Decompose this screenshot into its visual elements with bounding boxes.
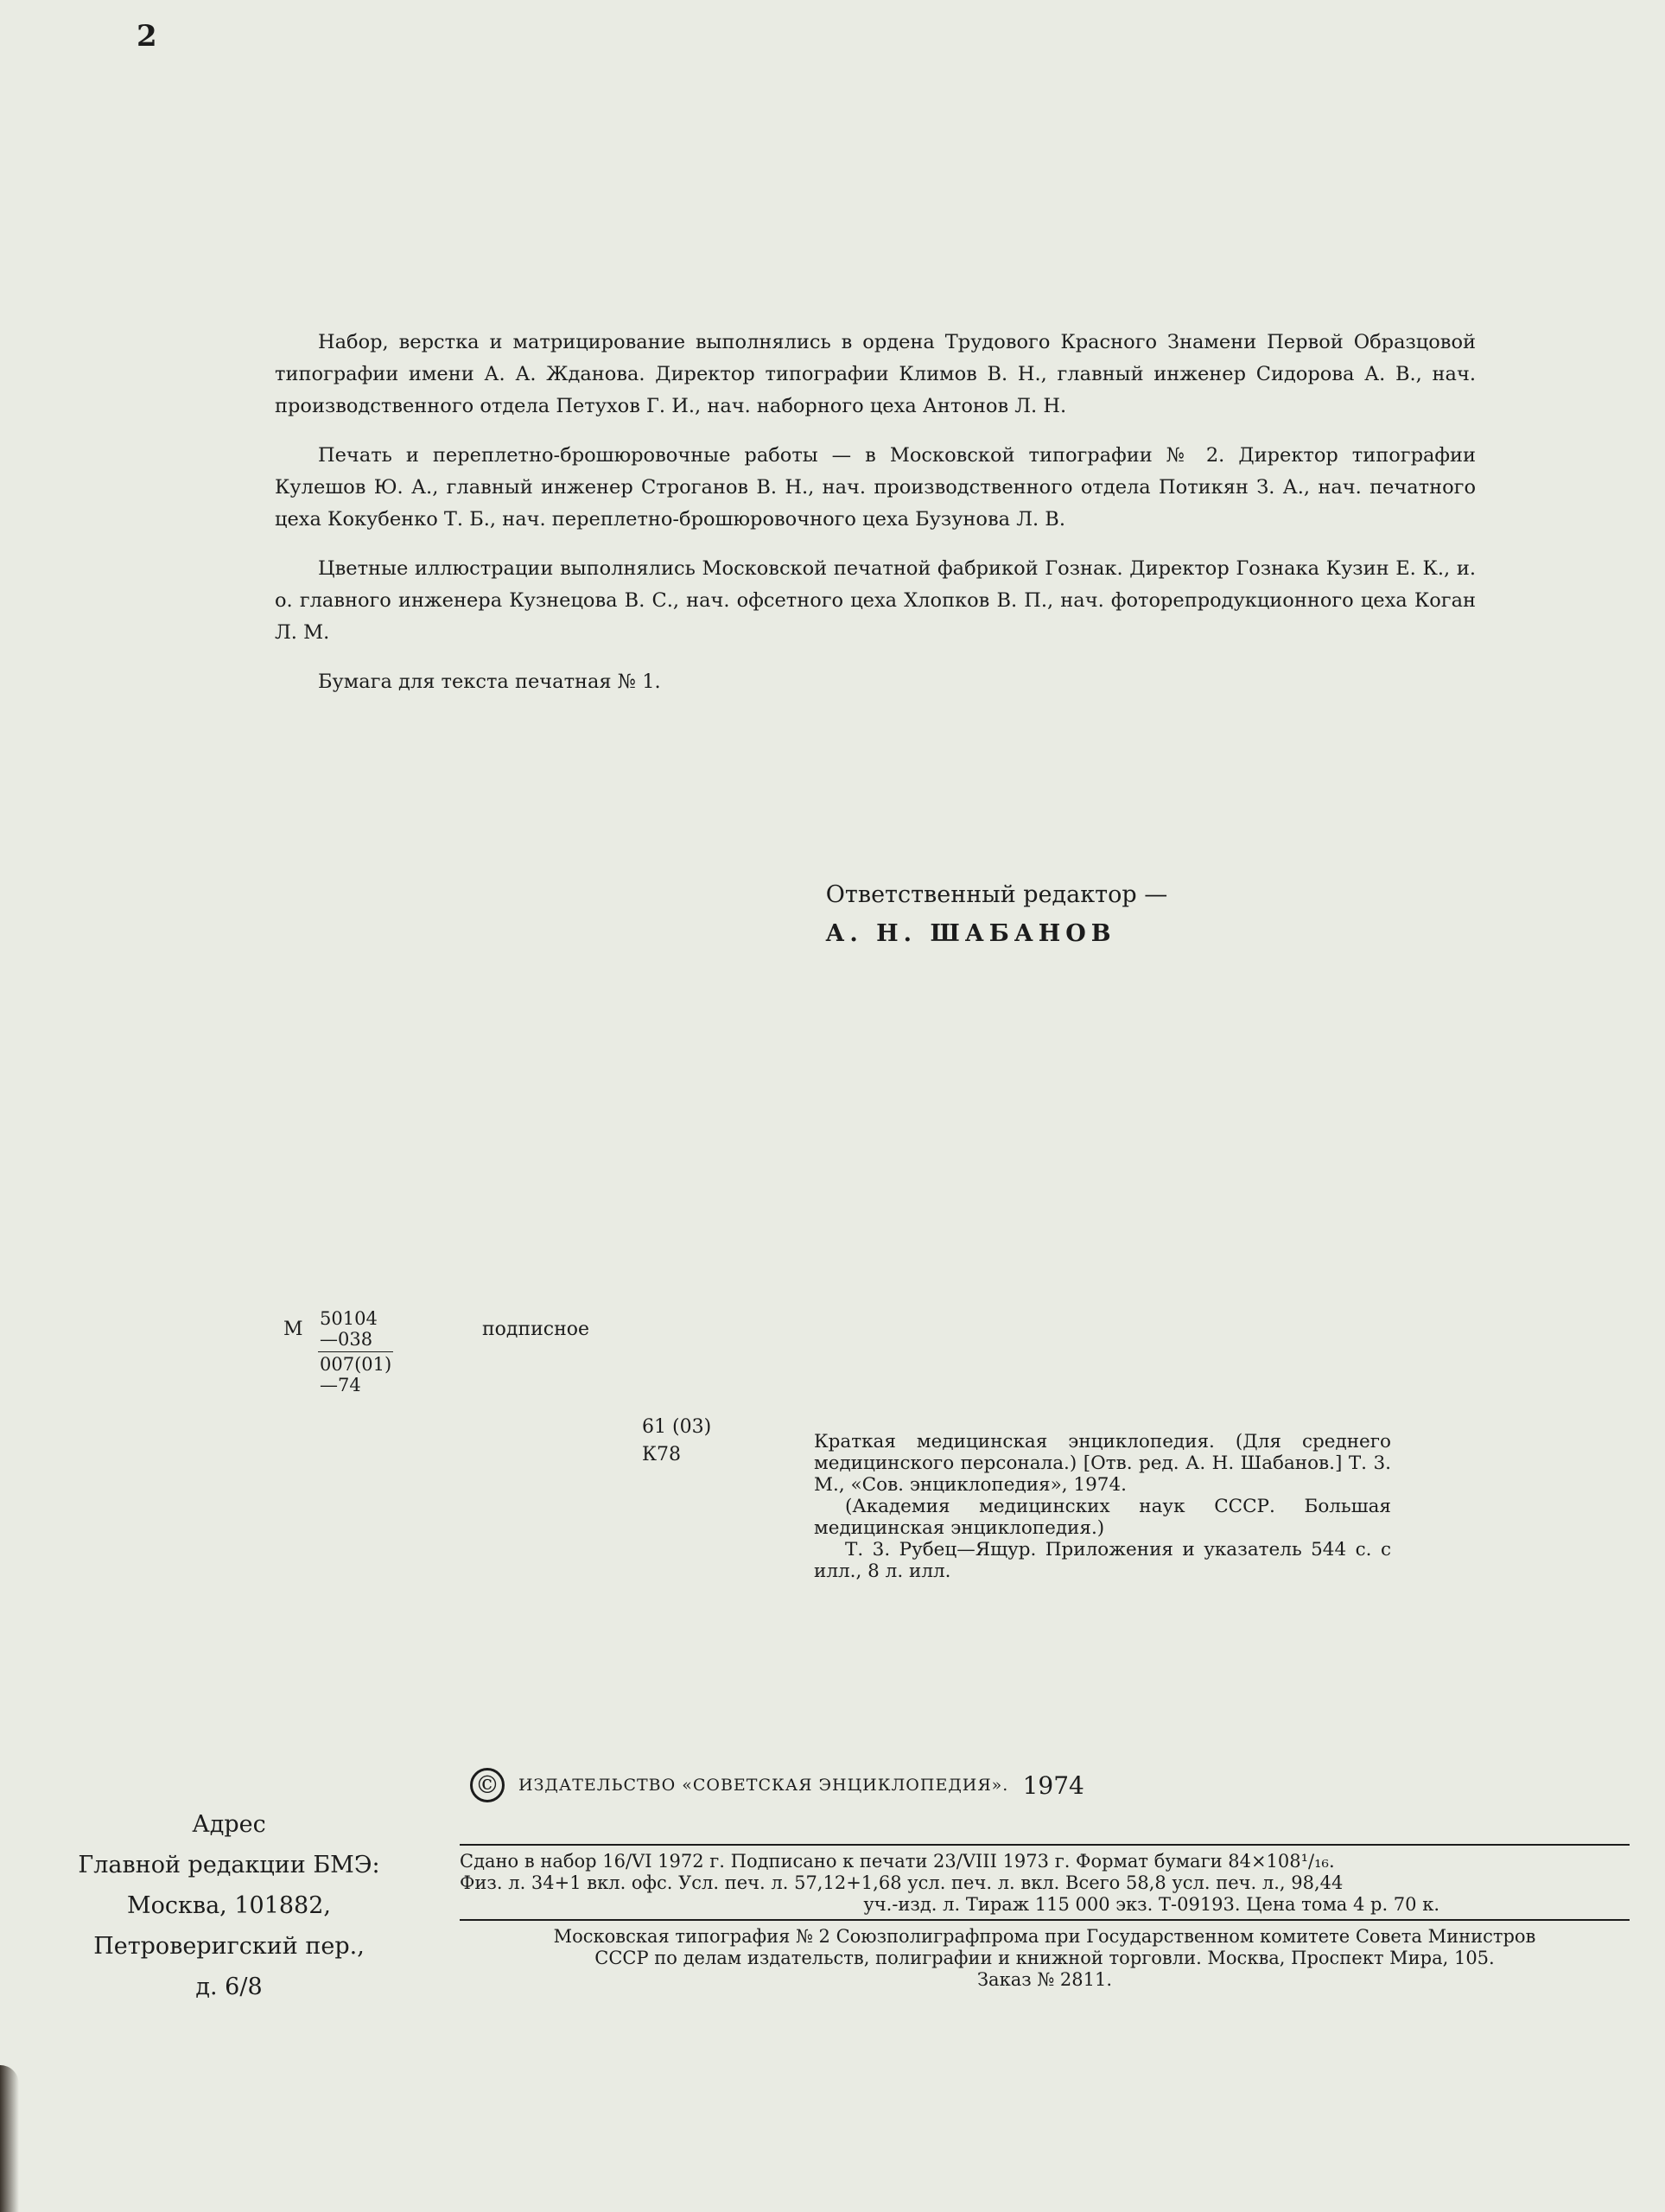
spec-line: Физ. л. 34+1 вкл. офс. Усл. печ. л. 57,12+1,68 усл. печ. л. вкл. Всего 58,8 усл. печ. л., 98,44	[460, 1872, 1344, 1893]
index-label: подписное	[482, 1319, 590, 1340]
udc-code: 61 (03)	[642, 1416, 712, 1438]
biblio-line: Т. 3. Рубец—Ящур. Приложения и указатель 544 с. с илл., 8 л. илл.	[814, 1539, 1391, 1582]
index-letter: М	[283, 1319, 303, 1340]
address-line: Петроверигский пер.,	[93, 1933, 365, 1960]
editorial-address	[35, 1804, 423, 2007]
publisher-name: ИЗДАТЕЛЬСТВО «СОВЕТСКАЯ ЭНЦИКЛОПЕДИЯ».	[518, 1776, 1009, 1795]
biblio-line: (Академия медицинских наук СССР. Большая медицинская энциклопедия.)	[814, 1496, 1391, 1539]
divider	[460, 1919, 1630, 1921]
imprint-paragraph: Цветные иллюстрации выполнялись Московской печатной фабрикой Гознак. Директор Гознака Кузин Е. К., и. о. главного инженера Кузнецова В. С., нач. офсетного цеха Хлопков В. П., нач. фоторепродукционного цеха Коган Л. М.	[275, 557, 1476, 644]
address-line: Адрес	[192, 1811, 266, 1838]
imprint-block	[275, 327, 1476, 715]
printer-footer	[460, 1926, 1630, 1991]
page-number: 2	[137, 19, 157, 54]
index-numerator: 50104—038	[318, 1308, 393, 1352]
copyright-line	[470, 1768, 1084, 1802]
biblio-line: Краткая медицинская энциклопедия. (Для среднего медицинского персонала.) [Отв. ред. А. Н. Шабанов.] Т. 3. М., «Сов. энциклопедия», 1974.	[814, 1431, 1391, 1496]
imprint-paragraph: Набор, верстка и матрицирование выполнялись в ордена Трудового Красного Знамени Первой Образцовой типографии имени А. А. Жданова. Директор типографии Климов В. Н., главный инженер Сидорова А. В., нач. производственного отдела Петухов Г. И., нач. наборного цеха Антонов Л. Н.	[275, 331, 1476, 417]
spec-line: Сдано в набор 16/VI 1972 г. Подписано к печати 23/VIII 1973 г. Формат бумаги 84×108¹/₁₆.	[460, 1851, 1335, 1872]
footer-line: Заказ № 2811.	[976, 1969, 1113, 1990]
address-line: Москва, 101882,	[126, 1892, 331, 1919]
imprint-paragraph: Бумага для текста печатная № 1.	[318, 671, 661, 693]
footer-line: Московская типография № 2 Союзполиграфпрома при Государственном комитете Совета Министров	[553, 1926, 1536, 1947]
address-line: Главной редакции БМЭ:	[78, 1852, 380, 1878]
copyright-symbol: ©	[470, 1768, 505, 1802]
binding-shadow	[0, 2065, 19, 2212]
author-mark: К78	[642, 1444, 682, 1465]
address-line: д. 6/8	[195, 1974, 263, 2000]
index-fraction	[318, 1308, 393, 1395]
udc-block	[642, 1414, 711, 1469]
bibliographic-description	[814, 1431, 1391, 1582]
copyright-year: 1974	[1022, 1770, 1084, 1800]
footer-line: СССР по делам издательств, полиграфии и книжной торговли. Москва, Проспект Мира, 105.	[594, 1948, 1495, 1968]
index-denominator: 007(01)—74	[320, 1354, 392, 1395]
editor-name: А. Н. ШАБАНОВ	[825, 920, 1116, 947]
divider	[460, 1844, 1630, 1846]
spec-line: уч.-изд. л. Тираж 115 000 экз. Т-09193. Цена тома 4 р. 70 к.	[863, 1894, 1439, 1915]
editor-role: Ответственный редактор —	[825, 881, 1168, 908]
imprint-paragraph: Печать и переплетно-брошюровочные работы — в Московской типографии № 2. Директор типографии Кулешов Ю. А., главный инженер Строганов В. Н., нач. производственного отдела Потикян З. А., нач. печатного цеха Кокубенко Т. Б., нач. переплетно-брошюровочного цеха Бузунова Л. В.	[275, 444, 1476, 531]
responsible-editor	[0, 881, 1665, 947]
print-specifications	[460, 1840, 1630, 1991]
